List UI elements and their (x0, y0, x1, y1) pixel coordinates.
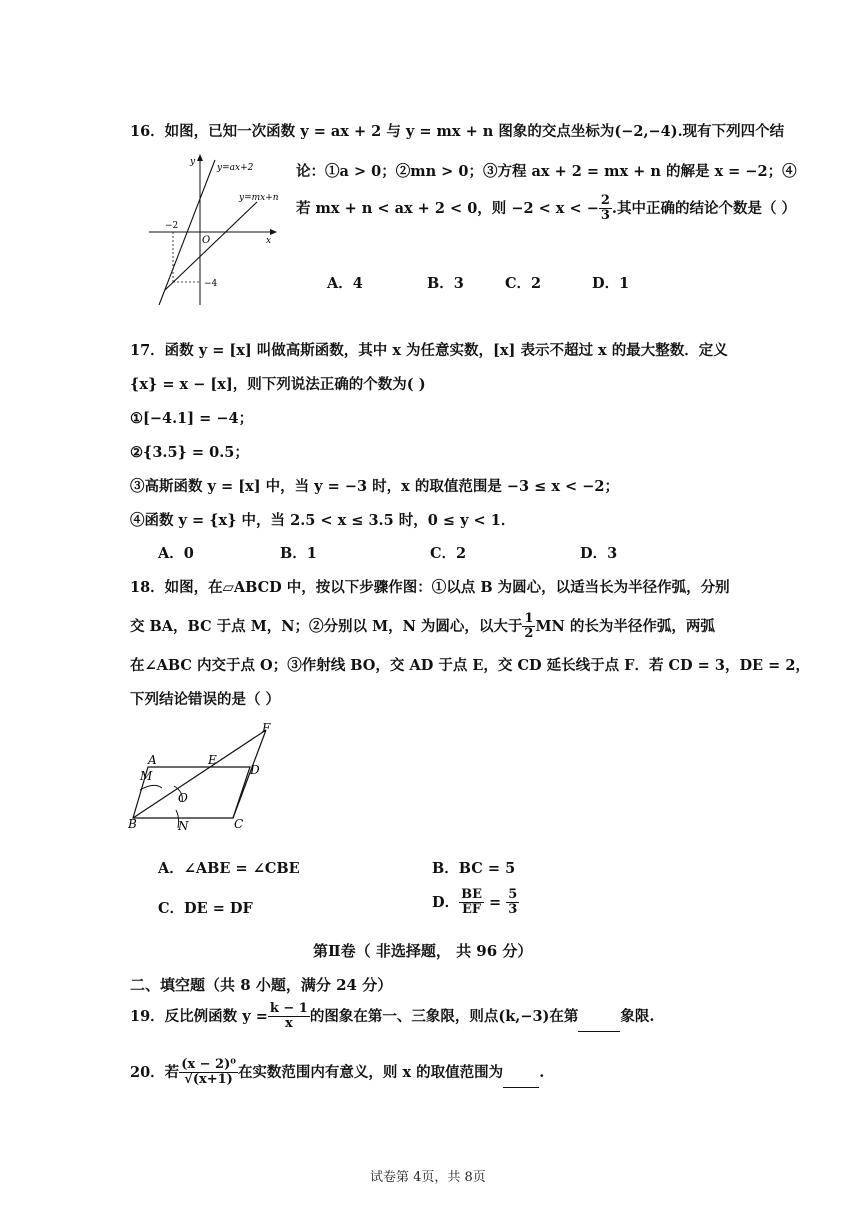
q16-line3 (296, 194, 796, 224)
q16-line3-b: .其中正确的结论个数是（ ） (611, 199, 797, 217)
q18-label-o: O (178, 791, 188, 805)
q16-graph-tick-y: −4 (204, 279, 218, 289)
q19-answer-blank[interactable] (578, 1017, 620, 1032)
q16-graph-origin: O (202, 235, 211, 246)
q18-label-f: F (262, 722, 271, 735)
q18-line3: 在∠ABC 内交于点 O；③作射线 BO，交 AD 于点 E，交 CD 延长线于点 F．若 CD = 3，DE = 2， (130, 657, 810, 674)
part2-title: 二、填空题（共 8 小题，满分 24 分） (130, 976, 393, 994)
q17-option-b[interactable]: B．1 (280, 545, 317, 562)
q18-option-d-prefix: D． (432, 893, 460, 911)
q18-line2-b: MN 的长为半径作弧，两弧 (535, 617, 715, 635)
q17-statement-2: ②{3.5} = 0.5； (130, 444, 249, 461)
q20-prefix: 20．若 (130, 1063, 180, 1081)
q16-option-a[interactable]: A．4 (327, 275, 363, 292)
q17-statement-1: ①[−4.1] = −4； (130, 410, 254, 427)
q17-option-c[interactable]: C．2 (430, 545, 467, 562)
q16-graph (145, 150, 285, 310)
q16-fraction: $\frac{2}{3}$ (600, 193, 610, 224)
q17-statement-3: ③高斯函数 y = [x] 中，当 y = −3 时，x 的取值范围是 −3 ≤ x < −2； (130, 478, 619, 495)
q17-option-d[interactable]: D．3 (580, 545, 618, 562)
q16-option-b[interactable]: B．3 (427, 275, 464, 292)
q18-label-e: E (208, 753, 217, 767)
q16-option-c[interactable]: C．2 (505, 275, 542, 292)
q16-option-d[interactable]: D．1 (592, 275, 630, 292)
q16-graph-tick-x: −2 (165, 221, 179, 231)
section2-title: 第Ⅱ卷（ 非选择题， 共 96 分） (313, 942, 533, 960)
q16-graph-label-line2: y=mx+n (239, 193, 279, 203)
q16-line2: 论：①a > 0；②mn > 0；③方程 ax + 2 = mx + n 的解是 x = −2；④ (296, 163, 797, 180)
q19-end: 象限. (620, 1007, 655, 1025)
q18-figure (128, 722, 288, 837)
q17-option-a[interactable]: A．0 (158, 545, 194, 562)
q17-statement-4: ④函数 y = {x} 中，当 2.5 < x ≤ 3.5 时，0 ≤ y < 1． (130, 512, 516, 529)
q17-line1: 17．函数 y = [x] 叫做高斯函数，其中 x 为任意实数，[x] 表示不超过 x 的最大整数．定义 (130, 342, 728, 359)
q18-label-m: M (140, 769, 153, 783)
q18-option-d-eq: = (483, 893, 507, 911)
q18-option-d-value: $\frac{5}{3}$ (508, 887, 518, 918)
q16-graph-axis-x: x (266, 236, 272, 246)
q19-suffix: 的图象在第一、三象限，则点(k,−3)在第 (309, 1007, 579, 1025)
page-footer: 试卷第 4页，共 8页 (370, 1170, 486, 1185)
q18-option-c[interactable]: C．DE = DF (158, 900, 253, 917)
q18-label-d: D (250, 763, 260, 777)
q19-fraction: $\frac{k - 1}{x}$ (269, 1001, 308, 1032)
q20-answer-blank[interactable] (503, 1073, 539, 1088)
q18-option-d-fraction: $\frac{BE}{EF}$ (461, 887, 482, 918)
q20-end: . (539, 1063, 545, 1081)
q20-suffix: 在实数范围内有意义，则 x 的取值范围为 (237, 1063, 504, 1081)
q16-graph-label-line1: y=ax+2 (217, 163, 254, 173)
q19 (130, 1002, 654, 1032)
q18-option-a[interactable]: A．∠ABE = ∠CBE (158, 860, 300, 877)
q18-label-a: A (148, 753, 157, 767)
q18-line2 (130, 612, 715, 642)
q18-label-n: N (178, 819, 189, 833)
q18-line1: 18．如图，在▱ABCD 中，按以下步骤作图：①以点 B 为圆心，以适当长为半径作弧，分别 (130, 579, 730, 596)
q16-line3-a: 若 mx + n < ax + 2 < 0，则 −2 < x < − (296, 199, 599, 217)
q18-option-b[interactable]: B．BC = 5 (432, 860, 516, 877)
q18-option-d[interactable] (432, 888, 519, 918)
q18-fraction: $\frac{1}{2}$ (524, 611, 534, 642)
q18-label-b: B (128, 817, 137, 831)
q17-line2: {x} = x − [x]，则下列说法正确的个数为( ) (130, 376, 426, 393)
q19-prefix: 19．反比例函数 y = (130, 1007, 268, 1025)
q20-fraction: $\frac{\text{(x − 2)⁰}}{√(x+1)}$ (181, 1057, 236, 1088)
q18-line2-a: 交 BA，BC 于点 M，N；②分别以 M，N 为圆心，以大于 (130, 617, 523, 635)
q18-label-c: C (234, 817, 244, 831)
q20 (130, 1058, 544, 1088)
q16-graph-axis-y: y (190, 157, 196, 167)
q18-line4: 下列结论错误的是（ ） (130, 691, 281, 708)
q16-line1: 16．如图，已知一次函数 y = ax + 2 与 y = mx + n 图象的交点坐标为(−2,−4).现有下列四个结 (130, 123, 785, 140)
